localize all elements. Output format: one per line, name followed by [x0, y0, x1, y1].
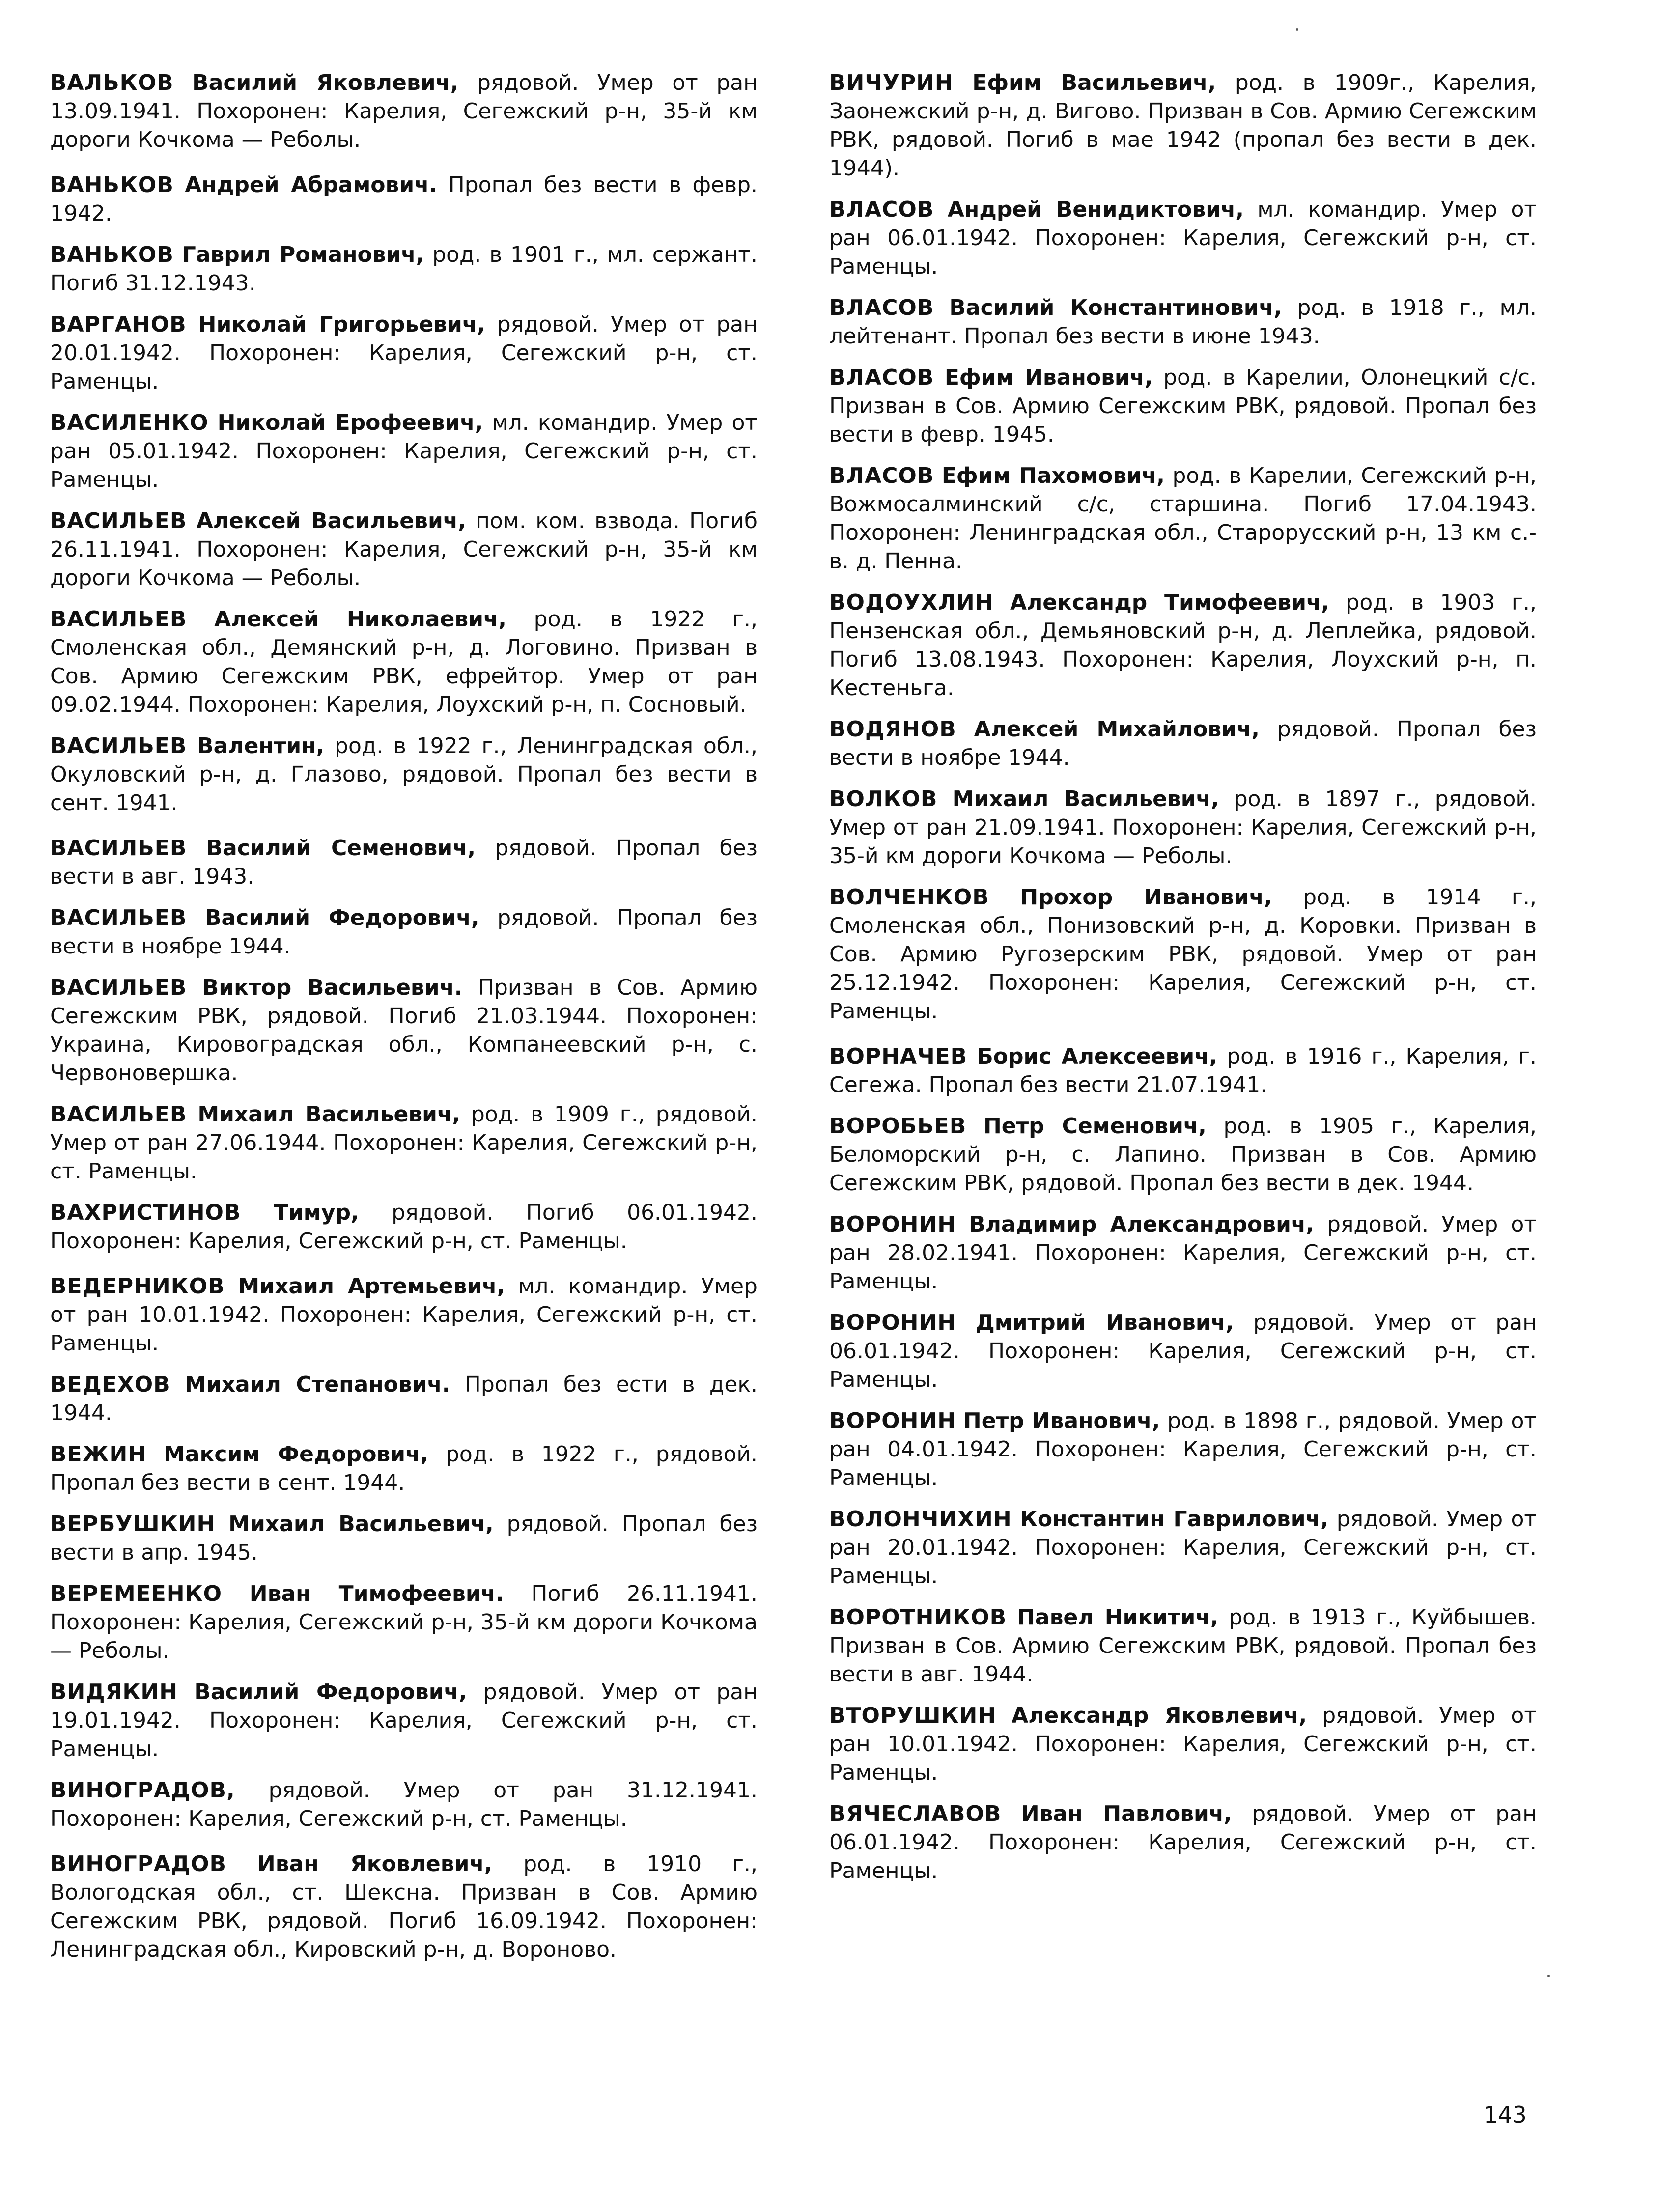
- register-entry: [50, 732, 758, 817]
- entry-given-names: Николай Григорьевич,: [198, 312, 485, 337]
- register-entry: [50, 69, 758, 154]
- entry-details: род. в Карелии, Олонецкий с/с. Призван в Сов. Армию Сегежским РВК, рядовой. Пропал без вести в февр. 1945.: [829, 365, 1537, 447]
- register-entry: [829, 1603, 1537, 1689]
- register-entry: [829, 883, 1537, 1026]
- entry-details: рядовой. Умер от ран 31.12.1941. Похоронен: Карелия, Сегежский р-н, ст. Раменцы.: [50, 1778, 758, 1831]
- entry-details: рядовой. Пропал без вести в апр. 1945.: [50, 1512, 758, 1565]
- register-entry: [50, 1580, 758, 1665]
- register-entry: [50, 1199, 758, 1256]
- register-entry: [50, 1440, 758, 1497]
- register-entry: [50, 1100, 758, 1186]
- entry-details: род. в 1922 г., Ленинградская обл., Окуловский р-н, д. Глазово, рядовой. Пропал без вести в сент. 1941.: [50, 733, 758, 815]
- entry-given-names: Иван Тимофеевич.: [249, 1581, 504, 1606]
- entry-details: род. в Карелии, Сегежский р-н, Вожмосалминский с/с, старшина. Погиб 17.04.1943. Похоронен: Ленинградская обл., Старорусский р-н, 13 км с.-в. д. Пенна.: [829, 463, 1537, 574]
- register-entry: [829, 588, 1537, 702]
- entry-given-names: Константин Гаврилович,: [1019, 1507, 1329, 1532]
- entry-given-names: Алексей Михайлович,: [974, 717, 1260, 742]
- entry-details: род. в 1918 г., мл. лейтенант. Пропал без вести в июне 1943.: [829, 295, 1537, 349]
- entry-given-names: Петр Иванович,: [963, 1408, 1160, 1433]
- entry-given-names: Василий Яковлевич,: [192, 70, 459, 95]
- register-entry: [829, 1210, 1537, 1296]
- entry-details: мл. командир. Умер от ран 06.01.1942. Похоронен: Карелия, Сегежский р-н, ст. Раменцы.: [829, 197, 1537, 279]
- register-entry: [50, 904, 758, 961]
- register-entry: [50, 1776, 758, 1833]
- entry-details: мл. командир. Умер от ран 10.01.1942. Похоронен: Карелия, Сегежский р-н, ст. Раменцы.: [50, 1274, 758, 1356]
- entry-given-names: Алексей Николаевич,: [214, 607, 506, 632]
- entry-given-names: Ефим Иванович,: [944, 365, 1153, 390]
- entry-surname: ВАНЬКОВ: [50, 172, 174, 197]
- entry-surname: ВЛАСОВ: [829, 197, 934, 222]
- entry-details: род. в 1903 г., Пензенская обл., Демьяновский р-н, д. Леплейка, рядовой. Погиб 13.08.1943. Похоронен: Карелия, Лоухский р-н, п. Кестеньга.: [829, 590, 1537, 700]
- entry-surname: ВАСИЛЕНКО: [50, 410, 209, 435]
- entry-details: род. в 1910 г., Вологодская обл., ст. Шексна. Призван в Сов. Армию Сегежским РВК, рядовой. Погиб 16.09.1942. Похоронен: Ленинградская обл., Кировский р-н, д. Вороново.: [50, 1851, 758, 1962]
- entry-given-names: Михаил Васильевич,: [228, 1512, 494, 1537]
- entry-given-names: Василий Федорович,: [205, 905, 479, 930]
- entry-given-names: Алексей Васильевич,: [196, 508, 466, 533]
- right-column: [829, 69, 1537, 1898]
- entry-given-names: Иван Павлович,: [1021, 1801, 1232, 1826]
- entry-surname: ВАНЬКОВ: [50, 242, 174, 267]
- entry-given-names: Михаил Васильевич,: [197, 1102, 460, 1127]
- register-entry: [50, 1850, 758, 1964]
- entry-given-names: Андрей Абрамович.: [185, 172, 438, 197]
- register-entry: [829, 1407, 1537, 1492]
- entry-surname: ВОЛОНЧИХИН: [829, 1507, 1012, 1532]
- entry-given-names: Михаил Васильевич,: [952, 786, 1219, 812]
- entry-surname: ВАСИЛЬЕВ: [50, 905, 187, 930]
- entry-surname: ВЕДЕРНИКОВ: [50, 1274, 225, 1299]
- entry-surname: ВОДОУХЛИН: [829, 590, 994, 615]
- entry-surname: ВАРГАНОВ: [50, 312, 187, 337]
- entry-surname: ВАЛЬКОВ: [50, 70, 174, 95]
- entry-given-names: Александр Тимофеевич,: [1010, 590, 1329, 615]
- entry-details: Призван в Сов. Армию Сегежским РВК, рядовой. Погиб 21.03.1944. Похоронен: Украина, Кировоградская обл., Компанеевский р-н, с. Червоновершка.: [50, 975, 758, 1086]
- entry-surname: ВТОРУШКИН: [829, 1703, 997, 1728]
- entry-details: рядовой. Умер от ран 20.01.1942. Похоронен: Карелия, Сегежский р-н, ст. Раменцы.: [50, 312, 758, 394]
- entry-details: род. в 1914 г., Смоленская обл., Понизовский р-н, д. Коровки. Призван в Сов. Армию Ругозерским РВК, рядовой. Умер от ран 25.12.1942. Похоронен: Карелия, Сегежский р-н, ст. Раменцы.: [829, 885, 1537, 1024]
- entry-surname: ВЛАСОВ: [829, 463, 934, 488]
- entry-details: рядовой. Умер от ран 13.09.1941. Похоронен: Карелия, Сегежский р-н, 35-й км дороги Кочкома — Реболы.: [50, 70, 758, 152]
- entry-details: Погиб 26.11.1941. Похоронен: Карелия, Сегежский р-н, 35-й км дороги Кочкома — Реболы.: [50, 1581, 758, 1663]
- register-entry: [829, 1800, 1537, 1885]
- entry-given-names: Тимур,: [273, 1200, 359, 1225]
- entry-given-names: Борис Алексеевич,: [977, 1044, 1218, 1069]
- entry-given-names: Петр Семенович,: [983, 1114, 1207, 1139]
- entry-details: рядовой. Умер от ран 06.01.1942. Похоронен: Карелия, Сегежский р-н, ст. Раменцы.: [829, 1801, 1537, 1883]
- entry-surname: ВЛАСОВ: [829, 295, 934, 320]
- register-entry: [50, 1272, 758, 1358]
- entry-details: мл. командир. Умер от ран 05.01.1942. Похоронен: Карелия, Сегежский р-н, ст. Раменцы.: [50, 410, 758, 492]
- entry-details: рядовой. Умер от ран 06.01.1942. Похоронен: Карелия, Сегежский р-н, ст. Раменцы.: [829, 1310, 1537, 1392]
- entry-given-names: Максим Федорович,: [164, 1442, 429, 1467]
- print-speck: [1296, 28, 1298, 31]
- entry-surname: ВОРОНИН: [829, 1212, 956, 1237]
- entry-details: Пропал без ести в дек. 1944.: [50, 1372, 758, 1426]
- page-number: 143: [1484, 2101, 1527, 2128]
- entry-surname: ВИЧУРИН: [829, 70, 954, 95]
- entry-surname: ВЛАСОВ: [829, 365, 934, 390]
- register-entry: [829, 1505, 1537, 1591]
- print-speck: [1547, 1975, 1550, 1977]
- entry-details: род. в 1909 г., рядовой. Умер от ран 27.06.1944. Похоронен: Карелия, Сегежский р-н, ст. Раменцы.: [50, 1102, 758, 1184]
- register-entry: [50, 241, 758, 298]
- register-entry: [50, 507, 758, 592]
- register-entry: [50, 1510, 758, 1567]
- entry-given-names: Василий Федорович,: [194, 1680, 467, 1705]
- register-entry: [829, 196, 1537, 281]
- entry-surname: ВАХРИСТИНОВ: [50, 1200, 241, 1225]
- register-entry: [50, 834, 758, 891]
- entry-given-names: Валентин,: [197, 733, 325, 758]
- entry-given-names: Иван Яковлевич,: [257, 1851, 493, 1876]
- entry-details: рядовой. Погиб 06.01.1942. Похоронен: Карелия, Сегежский р-н, ст. Раменцы.: [50, 1200, 758, 1254]
- register-entry: [50, 1371, 758, 1428]
- register-entry: [829, 1042, 1537, 1099]
- entry-surname: ВЕДЕХОВ: [50, 1372, 170, 1397]
- entry-surname: ВИДЯКИН: [50, 1680, 178, 1705]
- entry-surname: ВАСИЛЬЕВ: [50, 1102, 187, 1127]
- entry-details: рядовой. Пропал без вести в ноябре 1944.: [829, 717, 1537, 770]
- register-entry: [829, 785, 1537, 870]
- entry-surname: ВЕРБУШКИН: [50, 1512, 216, 1537]
- register-entry: [50, 605, 758, 719]
- entry-details: пом. ком. взвода. Погиб 26.11.1941. Похоронен: Карелия, Сегежский р-н, 35-й км дороги Кочкома — Реболы.: [50, 508, 758, 590]
- entry-surname: ВАСИЛЬЕВ: [50, 733, 187, 758]
- entry-details: род. в 1898 г., рядовой. Умер от ран 04.01.1942. Похоронен: Карелия, Сегежский р-н, ст. Раменцы.: [829, 1408, 1537, 1490]
- entry-details: рядовой. Пропал без вести в ноябре 1944.: [50, 905, 758, 959]
- entry-details: род. в 1922 г., рядовой. Пропал без вести в сент. 1944.: [50, 1442, 758, 1495]
- entry-details: рядовой. Пропал без вести в авг. 1943.: [50, 836, 758, 889]
- entry-details: рядовой. Умер от ран 19.01.1942. Похоронен: Карелия, Сегежский р-н, ст. Раменцы.: [50, 1680, 758, 1762]
- entry-details: род. в 1916 г., Карелия, г. Сегежа. Пропал без вести 21.07.1941.: [829, 1044, 1537, 1097]
- register-entry: [829, 69, 1537, 183]
- entry-given-names: Михаил Артемьевич,: [238, 1274, 506, 1299]
- entry-surname: ВОРОНИН: [829, 1408, 956, 1433]
- register-entry: [829, 1702, 1537, 1787]
- entry-details: рядовой. Умер от ран 20.01.1942. Похоронен: Карелия, Сегежский р-н, ст. Раменцы.: [829, 1507, 1537, 1589]
- entry-surname: ВОРОБЬЕВ: [829, 1114, 967, 1139]
- entry-given-names: Дмитрий Иванович,: [975, 1310, 1234, 1335]
- entry-given-names: Гаврил Романович,: [182, 242, 424, 267]
- entry-given-names: Ефим Пахомович,: [941, 463, 1165, 488]
- register-entry: [829, 462, 1537, 576]
- entry-surname: ВОРНАЧЕВ: [829, 1044, 968, 1069]
- register-entry: [829, 1112, 1537, 1198]
- entry-details: род. в 1905 г., Карелия, Беломорский р-н, с. Лапино. Призван в Сов. Армию Сегежским РВК, рядовой. Пропал без вести в дек. 1944.: [829, 1114, 1537, 1196]
- entry-given-names: Владимир Александрович,: [969, 1212, 1314, 1237]
- entry-surname: ВЕЖИН: [50, 1442, 147, 1467]
- entry-given-names: Ефим Васильевич,: [972, 70, 1216, 95]
- entry-given-names: Александр Яковлевич,: [1012, 1703, 1307, 1728]
- register-entry: [829, 294, 1537, 351]
- entry-surname: ВОЛЧЕНКОВ: [829, 885, 989, 910]
- register-entry: [829, 364, 1537, 449]
- entry-details: род. в 1901 г., мл. сержант. Погиб 31.12.1943.: [50, 242, 758, 296]
- entry-given-names: Николай Ерофеевич,: [217, 410, 483, 435]
- register-entry: [50, 310, 758, 396]
- entry-surname: ВАСИЛЬЕВ: [50, 508, 187, 533]
- entry-surname: ВАСИЛЬЕВ: [50, 836, 187, 861]
- entry-given-names: Василий Константинович,: [949, 295, 1282, 320]
- entry-details: Пропал без вести в февр. 1942.: [50, 172, 758, 226]
- entry-details: род. в 1909г., Карелия, Заонежский р-н, д. Вигово. Призван в Сов. Армию Сегежским РВК, рядовой. Погиб в мае 1942 (пропал без вести в дек. 1944).: [829, 70, 1537, 181]
- entry-given-names: Прохор Иванович,: [1020, 885, 1272, 910]
- register-entry: [829, 1309, 1537, 1394]
- left-column: [50, 69, 758, 1977]
- entry-surname: ВИНОГРАДОВ: [50, 1851, 227, 1876]
- entry-surname: ВОРОНИН: [829, 1310, 956, 1335]
- register-entry: [829, 715, 1537, 772]
- entry-given-names: Василий Семенович,: [206, 836, 476, 861]
- entry-surname: ВОЛКОВ: [829, 786, 938, 812]
- register-entry: [50, 409, 758, 494]
- entry-surname: ВАСИЛЬЕВ: [50, 975, 187, 1000]
- entry-given-names: Павел Никитич,: [1017, 1605, 1219, 1630]
- entry-surname: ВЕРЕМЕЕНКО: [50, 1581, 222, 1606]
- entry-surname: ВОРОТНИКОВ: [829, 1605, 1007, 1630]
- entry-details: рядовой. Умер от ран 28.02.1941. Похоронен: Карелия, Сегежский р-н, ст. Раменцы.: [829, 1212, 1537, 1294]
- entry-details: рядовой. Умер от ран 10.01.1942. Похоронен: Карелия, Сегежский р-н, ст. Раменцы.: [829, 1703, 1537, 1785]
- entry-surname: ВАСИЛЬЕВ: [50, 607, 187, 632]
- entry-details: род. в 1897 г., рядовой. Умер от ран 21.09.1941. Похоронен: Карелия, Сегежский р-н, 35-й км дороги Кочкома — Реболы.: [829, 786, 1537, 868]
- register-entry: [50, 171, 758, 228]
- register-entry: [50, 1678, 758, 1764]
- entry-given-names: Михаил Степанович.: [185, 1372, 450, 1397]
- entry-given-names: Андрей Венидиктович,: [947, 197, 1244, 222]
- entry-given-names: Виктор Васильевич.: [202, 975, 463, 1000]
- entry-surname: ВИНОГРАДОВ,: [50, 1778, 235, 1803]
- register-entry: [50, 974, 758, 1088]
- entry-surname: ВЯЧЕСЛАВОВ: [829, 1801, 1002, 1826]
- entry-surname: ВОДЯНОВ: [829, 717, 956, 742]
- entry-details: род. в 1922 г., Смоленская обл., Демянский р-н, д. Логовино. Призван в Сов. Армию Сегежским РВК, ефрейтор. Умер от ран 09.02.1944. Похоронен: Карелия, Лоухский р-н, п. Сосновый.: [50, 607, 758, 717]
- entry-details: род. в 1913 г., Куйбышев. Призван в Сов. Армию Сегежским РВК, рядовой. Пропал без вести в авг. 1944.: [829, 1605, 1537, 1687]
